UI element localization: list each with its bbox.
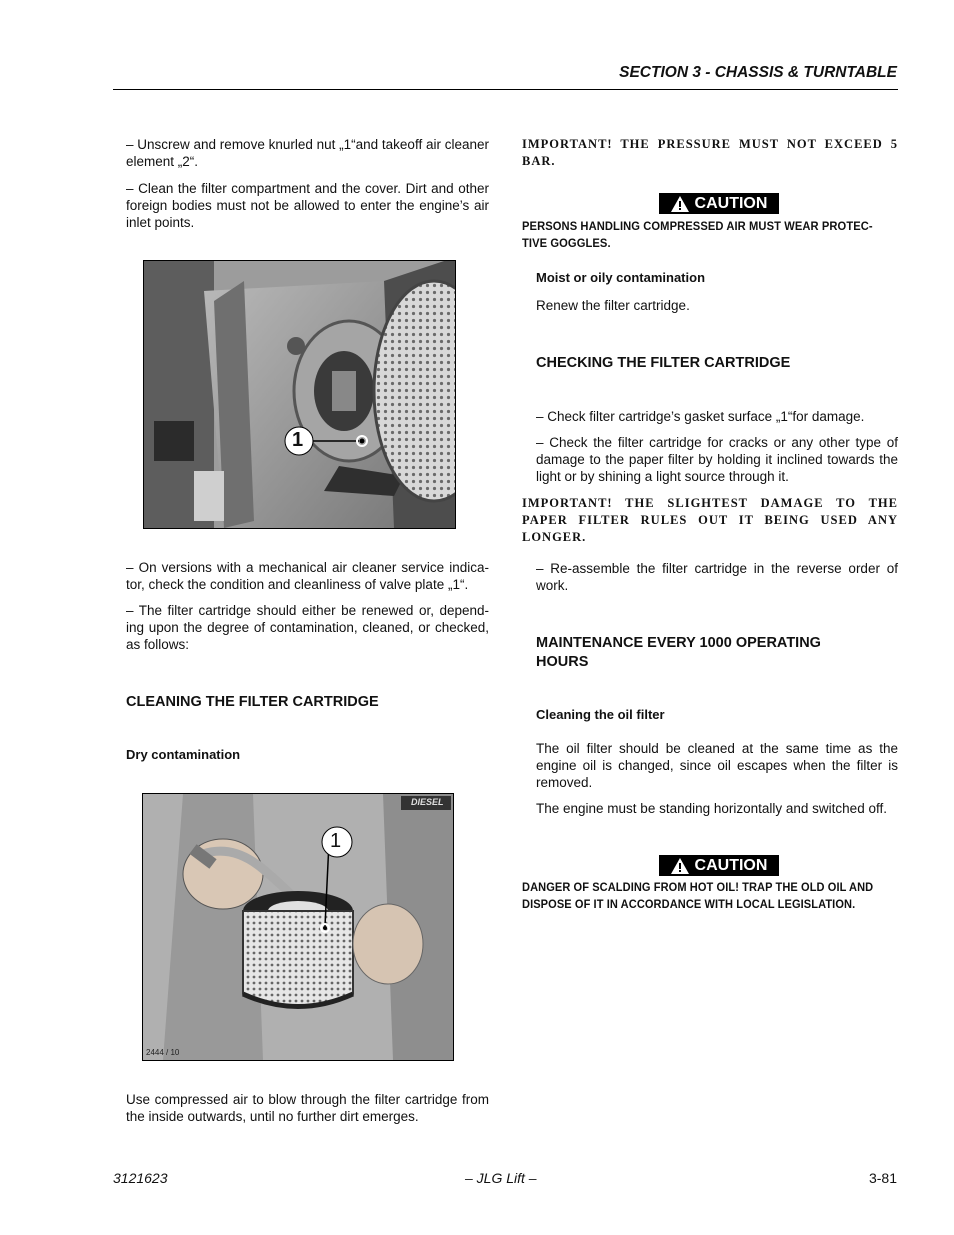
paragraph-service-indicator: – On versions with a mechanical air cleaner service indica-tor, check the condition and cleanliness of valve plate „1“.	[126, 560, 489, 592]
footer-publisher: – JLG Lift –	[465, 1170, 537, 1186]
checking-paragraphs	[536, 408, 898, 485]
compressed-air-cleaning-photo	[142, 793, 454, 1061]
air-cleaner-housing-illustration	[144, 261, 455, 528]
section-title: SECTION 3 - CHASSIS & TURNTABLE	[619, 64, 897, 81]
heading-moist-oily: Moist or oily contamination	[536, 270, 706, 285]
important-pressure	[522, 136, 898, 170]
heading-cleaning-oil-filter: Cleaning the oil filter	[536, 707, 665, 722]
heading-maintenance-1000-hours: MAINTENANCE EVERY 1000 OPERATING HOURS	[536, 635, 821, 670]
caution-text-2: CAUTION	[694, 856, 768, 874]
header-divider	[113, 89, 898, 90]
caution-label-1	[659, 193, 779, 214]
important-pressure-text: IMPORTANT! THE PRESSURE MUST NOT EXCEED 5 BAR.	[522, 137, 898, 168]
photo2-callout-label: 1	[330, 830, 342, 852]
paragraph-check-gasket: – Check filter cartridge’s gasket surface „1“for damage.	[536, 409, 865, 424]
heading-dry-contamination: Dry contamination	[126, 747, 241, 762]
paragraph-unscrew: – Unscrew and remove knurled nut „1“and takeoff air cleaner element „2“.	[126, 137, 489, 169]
paragraph-check-cracks: – Check the filter cartridge for cracks or any other type of damage to the paper filter by holding it inclined towards the light or by shining a light source through it.	[536, 435, 898, 484]
warning-goggles-text: PERSONS HANDLING COMPRESSED AIR MUST WEAR PROTEC-TIVE GOGGLES.	[522, 219, 873, 250]
caution-label-2	[659, 855, 779, 876]
footer-doc-number: 3121623	[113, 1170, 168, 1186]
compressed-air-cleaning-illustration	[143, 794, 453, 1060]
paragraph-clean-compartment: – Clean the filter compartment and the cover. Dirt and other foreign bodies must not be allowed to enter the engine’s air inlet points.	[126, 181, 489, 230]
air-cleaner-housing-photo	[143, 260, 456, 529]
left-column-bottom	[126, 1091, 489, 1125]
paragraph-compressed-air: Use compressed air to blow through the filter cartridge from the inside outwards, until no further dirt emerges.	[126, 1092, 489, 1124]
paragraph-oil-filter-cleaning: The oil filter should be cleaned at the same time as the engine oil is changed, since oil escapes when the filter is removed.	[536, 741, 898, 790]
paragraph-renew-or-clean: – The filter cartridge should either be renewed or, depend-ing upon the degree of contamination, cleaned, or checked, as follows:	[126, 603, 489, 652]
reassemble-block	[536, 560, 898, 594]
left-column-lower	[126, 559, 489, 653]
photo2-reference-number: 2444 / 10	[146, 1048, 180, 1057]
photo1-callout-label: 1	[292, 429, 304, 451]
footer-page-number: 3-81	[868, 1170, 897, 1186]
important-damage-text: IMPORTANT! THE SLIGHTEST DAMAGE TO THE PAPER FILTER RULES OUT IT BEING USED ANY LONGER.	[522, 496, 898, 544]
paragraph-engine-horizontal: The engine must be standing horizontally and switched off.	[536, 801, 887, 816]
important-damage	[522, 495, 898, 546]
warning-hot-oil-text: DANGER OF SCALDING FROM HOT OIL! TRAP THE OLD OIL AND DISPOSE OF IT IN ACCORDANCE WITH LOCAL LEGISLATION.	[522, 880, 874, 911]
warning-goggles	[522, 218, 912, 252]
warning-triangle-icon	[671, 196, 689, 212]
warning-hot-oil	[522, 879, 922, 913]
heading-checking-filter-cartridge: CHECKING THE FILTER CARTRIDGE	[536, 355, 791, 371]
paragraph-reassemble: – Re-assemble the filter cartridge in the reverse order of work.	[536, 561, 898, 593]
left-column	[126, 136, 489, 231]
paragraph-renew-cartridge: Renew the filter cartridge.	[536, 298, 690, 313]
heading-cleaning-filter-cartridge: CLEANING THE FILTER CARTRIDGE	[126, 694, 379, 710]
diesel-logo-text: DIESEL	[411, 797, 444, 807]
caution-text-1: CAUTION	[694, 194, 768, 212]
oil-filter-paragraphs	[536, 740, 898, 817]
warning-triangle-icon	[671, 858, 689, 874]
